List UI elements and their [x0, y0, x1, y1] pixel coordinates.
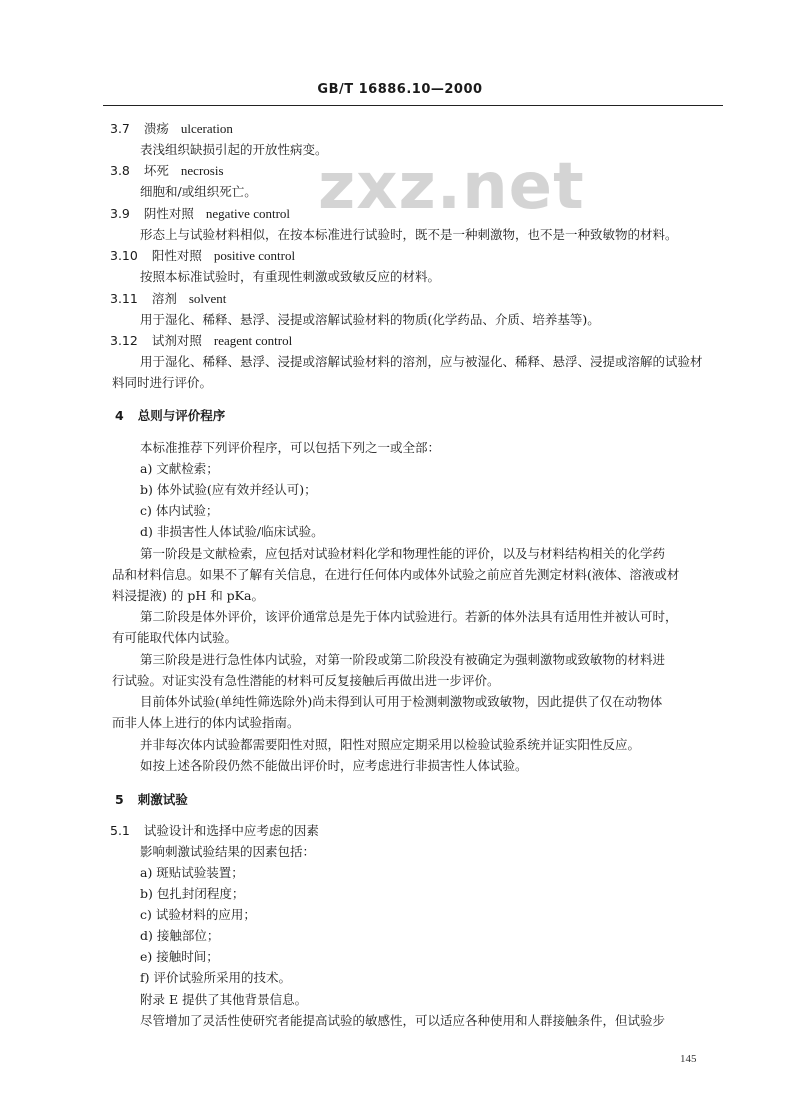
standard-header: GB/T 16886.10—2000	[317, 82, 483, 97]
def-3-12-text-1: 用于湿化、稀释、悬浮、浸提或溶解试验材料的溶剂，应与被湿化、稀释、悬浮、浸提或溶解的试验材	[140, 354, 703, 369]
section-4-item-d: d) 非损害性人体试验/临床试验。	[140, 524, 324, 539]
def-3-7-heading: 3.7 溃疡 ulceration	[110, 121, 233, 136]
section-5-1-item-e: e) 接触时间；	[140, 949, 219, 964]
watermark: zxz.net	[318, 150, 585, 224]
def-3-9-heading: 3.9 阴性对照 negative control	[110, 206, 291, 221]
header-rule	[103, 105, 723, 106]
def-3-11-text: 用于湿化、稀释、悬浮、浸提或溶解试验材料的物质(化学药品、介质、培养基等)。	[140, 312, 600, 327]
section-4-p4-line2: 而非人体上进行的体内试验指南。	[112, 715, 300, 730]
page-number: 145	[680, 1053, 697, 1065]
def-3-9-text: 形态上与试验材料相似，在按本标准进行试验时，既不是一种刺激物，也不是一种致敏物的材料。	[140, 227, 678, 242]
def-3-10-heading: 3.10 阳性对照 positive control	[110, 248, 296, 263]
section-4-p5: 并非每次体内试验都需要阳性对照，阳性对照应定期采用以检验试验系统并证实阳性反应。	[140, 737, 641, 752]
section-4-intro: 本标准推荐下列评价程序，可以包括下列之一或全部：	[140, 440, 441, 455]
section-4-p4-line1: 目前体外试验(单纯性筛选除外)尚未得到认可用于检测刺激物或致敏物，因此提供了仅在动物体	[140, 694, 663, 709]
section-4-p1-line2: 品和材料信息。如果不了解有关信息，在进行任何体内或体外试验之前应首先测定材料(液体、溶液或材	[112, 567, 680, 582]
section-4-item-b: b) 体外试验(应有效并经认可)；	[140, 482, 317, 497]
def-3-10-text: 按照本标准试验时，有重现性刺激或致敏反应的材料。	[140, 269, 441, 284]
section-4-p2-line2: 有可能取代体内试验。	[112, 630, 238, 645]
section-5-heading: 5 刺激试验	[115, 792, 188, 807]
section-4-p3-line2: 行试验。对证实没有急性潜能的材料可反复接触后再做出进一步评价。	[112, 673, 500, 688]
section-5-1-intro: 影响刺激试验结果的因素包括：	[140, 844, 316, 859]
section-4-item-a: a) 文献检索；	[140, 461, 219, 476]
section-4-item-c: c) 体内试验；	[140, 503, 219, 518]
section-4-p2-line1: 第二阶段是体外评价，该评价通常总是先于体内试验进行。若新的体外法具有适用性并被认可时，	[140, 609, 678, 624]
section-5-1-note: 附录 E 提供了其他背景信息。	[140, 992, 308, 1007]
section-4-p1-line1: 第一阶段是文献检索，应包括对试验材料化学和物理性能的评价，以及与材料结构相关的化学药	[140, 546, 666, 561]
def-3-8-heading: 3.8 坏死 necrosis	[110, 163, 224, 178]
section-4-heading: 4 总则与评价程序	[115, 408, 226, 423]
section-5-1-last-line: 尽管增加了灵活性使研究者能提高试验的敏感性，可以适应各种使用和人群接触条件，但试验步	[140, 1013, 666, 1028]
def-3-12-text-2: 料同时进行评价。	[112, 375, 213, 390]
section-5-1-heading: 5.1 试验设计和选择中应考虑的因素	[110, 823, 319, 838]
section-5-1-item-d: d) 接触部位；	[140, 928, 220, 943]
section-4-p3-line1: 第三阶段是进行急性体内试验，对第一阶段或第二阶段没有被确定为强刺激物或致敏物的材料进	[140, 652, 666, 667]
section-5-1-item-f: f) 评价试验所采用的技术。	[140, 970, 291, 985]
def-3-11-heading: 3.11 溶剂 solvent	[110, 291, 227, 306]
section-5-1-item-c: c) 试验材料的应用；	[140, 907, 256, 922]
def-3-12-heading: 3.12 试剂对照 reagent control	[110, 333, 293, 348]
section-4-p1-line3: 料浸提液) 的 pH 和 pKa。	[112, 588, 264, 603]
section-5-1-item-a: a) 斑贴试验装置；	[140, 865, 244, 880]
section-5-1-item-b: b) 包扎封闭程度；	[140, 886, 245, 901]
def-3-8-text: 细胞和/或组织死亡。	[140, 184, 257, 199]
def-3-7-text: 表浅组织缺损引起的开放性病变。	[140, 142, 328, 157]
section-4-p6: 如按上述各阶段仍然不能做出评价时，应考虑进行非损害性人体试验。	[140, 758, 528, 773]
